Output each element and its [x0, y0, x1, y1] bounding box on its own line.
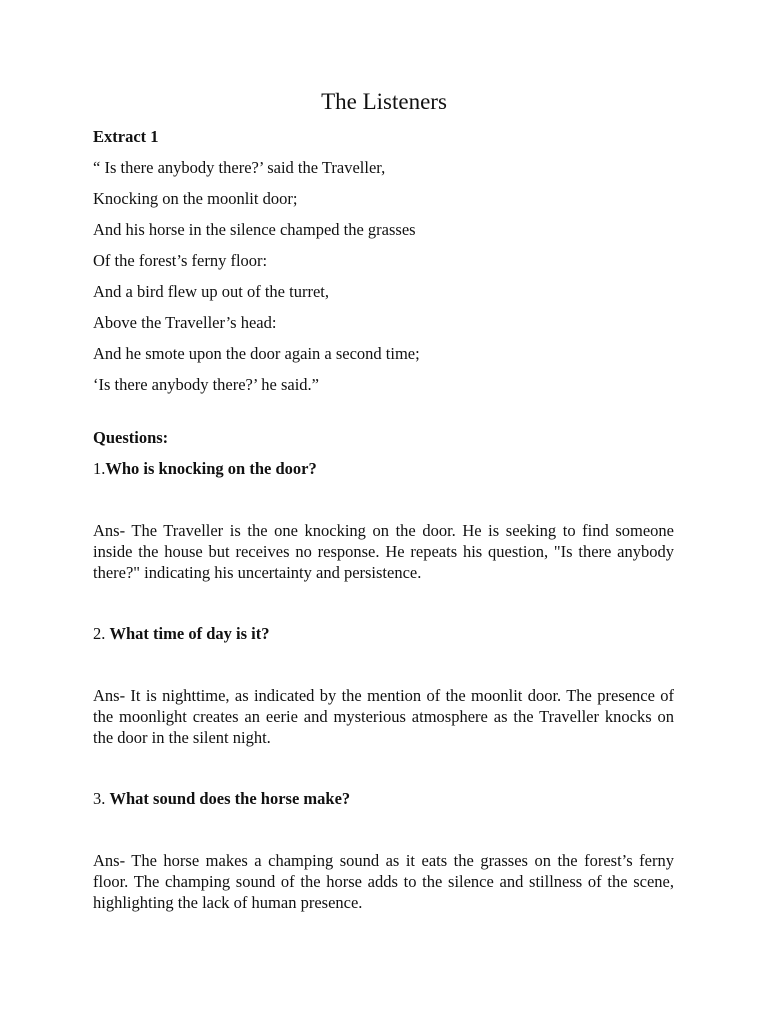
- poem-line: And he smote upon the door again a second time;: [93, 344, 420, 363]
- poem-line: And his horse in the silence champed the grasses: [93, 220, 416, 239]
- question-number: 3.: [93, 789, 110, 808]
- poem-line: Above the Traveller’s head:: [93, 313, 277, 332]
- question-number: 1.: [93, 459, 106, 478]
- extract-heading: Extract 1: [93, 127, 159, 146]
- answer-2: Ans- It is nighttime, as indicated by the mention of the moonlit door. The presence of the moonlight creates an eerie and mysterious atmosphere as the Traveller knocks on the door in the silent night.: [93, 686, 674, 747]
- page-title: The Listeners: [321, 89, 447, 114]
- question-1: [93, 458, 674, 480]
- question-2: [93, 623, 674, 645]
- poem-line: ‘Is there anybody there?’ he said.”: [93, 375, 320, 394]
- poem-line: Knocking on the moonlit door;: [93, 189, 298, 208]
- poem-line: Of the forest’s ferny floor:: [93, 251, 268, 270]
- poem-line: And a bird flew up out of the turret,: [93, 282, 329, 301]
- document-body: [93, 126, 674, 953]
- question-3: [93, 788, 674, 810]
- poem-line: “ Is there anybody there?’ said the Traveller,: [93, 158, 386, 177]
- question-text: What time of day is it?: [109, 624, 270, 643]
- question-number: 2.: [93, 624, 110, 643]
- questions-heading: Questions:: [93, 428, 169, 447]
- question-text: Who is knocking on the door?: [105, 459, 317, 478]
- poem-extract: [93, 157, 674, 396]
- answer-1: Ans- The Traveller is the one knocking on the door. He is seeking to find someone inside the house but receives no response. He repeats his question, "Is there anybody there?" indicating his uncertainty and persistence.: [93, 521, 674, 582]
- question-text: What sound does the horse make?: [109, 789, 351, 808]
- answer-3: Ans- The horse makes a champing sound as it eats the grasses on the forest’s ferny floor. The champing sound of the horse adds to the silence and stillness of the scene, highlighting the lack of human presence.: [93, 851, 674, 912]
